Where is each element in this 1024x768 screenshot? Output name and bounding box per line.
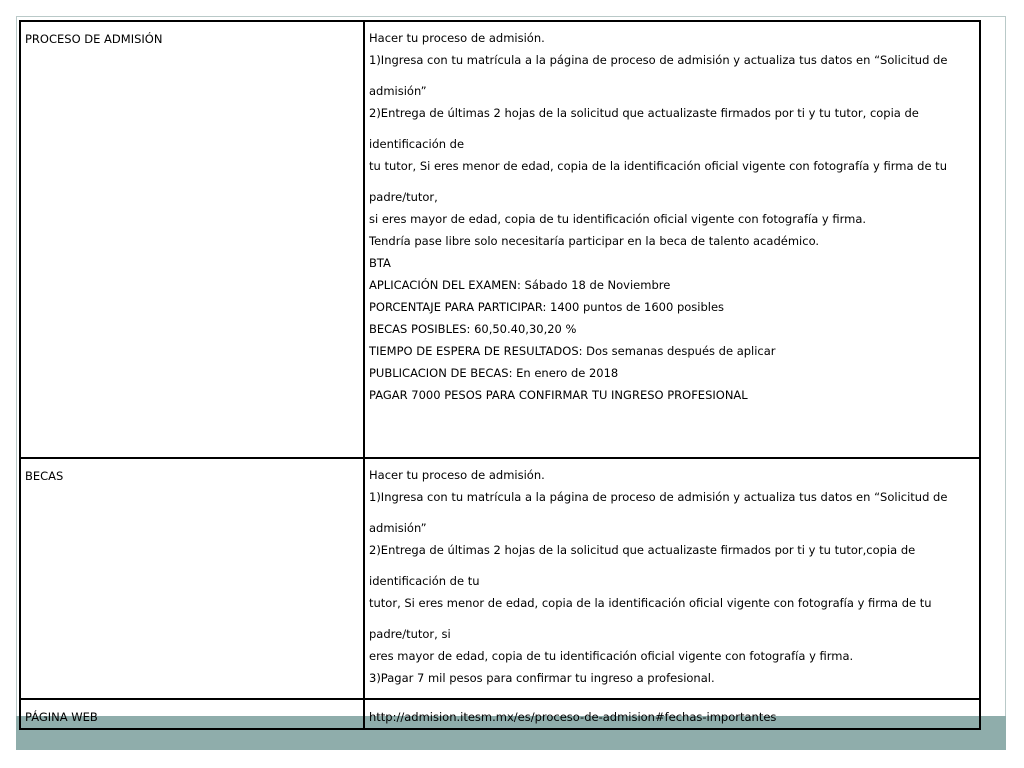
row-label: PÁGINA WEB — [20, 699, 364, 729]
content-line: 2)Entrega de últimas 2 hojas de la solicitud que actualizaste firmados por ti y tu tutor, copia de identificación de — [369, 106, 919, 151]
row-label: PROCESO DE ADMISIÓN — [20, 21, 364, 458]
content-line: TIEMPO DE ESPERA DE RESULTADOS: Dos semanas después de aplicar — [369, 344, 776, 358]
row-label: BECAS — [20, 458, 364, 699]
content-line: 1)Ingresa con tu matrícula a la página de proceso de admisión y actualiza tus datos en “Solicitud de admisión” — [369, 53, 948, 98]
content-line: PORCENTAJE PARA PARTICIPAR: 1400 puntos de 1600 posibles — [369, 300, 725, 314]
content-line: si eres mayor de edad, copia de tu identificación oficial vigente con fotografía y firma. — [369, 212, 867, 226]
content-line: tu tutor, Si eres menor de edad, copia de la identificación oficial vigente con fotografía y firma de tu padre/tutor, — [369, 159, 947, 204]
row-content — [364, 21, 980, 458]
row-content — [364, 699, 980, 729]
content-line: BTA — [369, 256, 391, 270]
content-line: tutor, Si eres menor de edad, copia de la identificación oficial vigente con fotografía y firma de tu padre/tutor, si — [369, 596, 932, 641]
web-link[interactable]: http://admision.itesm.mx/es/proceso-de-admision#fechas-importantes — [369, 710, 777, 724]
table-row-becas — [20, 458, 980, 699]
content-line: Hacer tu proceso de admisión. — [369, 31, 545, 45]
content-line: BECAS POSIBLES: 60,50.40,30,20 % — [369, 322, 577, 336]
content-line: Tendría pase libre solo necesitaría participar en la beca de talento académico. — [369, 234, 820, 248]
content-line: PUBLICACION DE BECAS: En enero de 2018 — [369, 366, 619, 380]
info-table — [19, 20, 981, 730]
content-line: Hacer tu proceso de admisión. — [369, 468, 545, 482]
content-line: 2)Entrega de últimas 2 hojas de la solicitud que actualizaste firmados por ti y tu tutor,copia de identificación de tu — [369, 543, 916, 588]
table-row-pagina-web — [20, 699, 980, 729]
content-line: APLICACIÓN DEL EXAMEN: Sábado 18 de Noviembre — [369, 278, 671, 292]
table-row-proceso-admision — [20, 21, 980, 458]
content-line: 1)Ingresa con tu matrícula a la página de proceso de admisión y actualiza tus datos en “Solicitud de admisión” — [369, 490, 948, 535]
content-line: PAGAR 7000 PESOS PARA CONFIRMAR TU INGRESO PROFESIONAL — [369, 388, 748, 402]
row-content — [364, 458, 980, 699]
content-line: eres mayor de edad, copia de tu identificación oficial vigente con fotografía y firma. — [369, 649, 854, 663]
content-line: 3)Pagar 7 mil pesos para confirmar tu ingreso a profesional. — [369, 671, 715, 685]
